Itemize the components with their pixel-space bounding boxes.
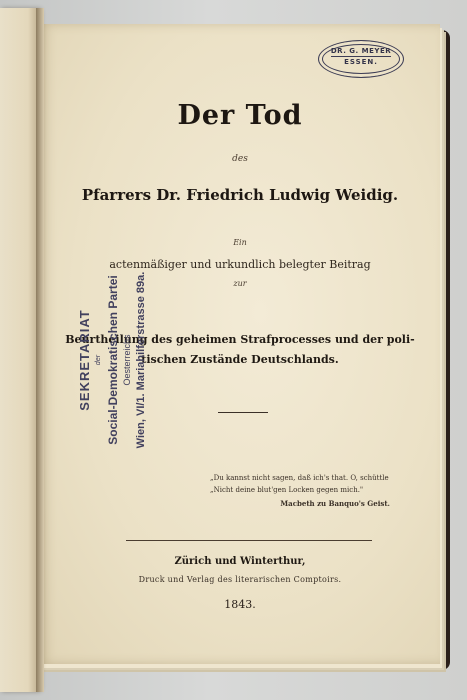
owner-stamp-city: ESSEN. bbox=[344, 58, 378, 66]
secretariat-stamp-line5: Wien, VI/1. Mariahilferstrasse 89a. bbox=[135, 271, 147, 449]
secretariat-stamp-line1: SEKRETARIAT bbox=[77, 309, 92, 411]
imprint-rule bbox=[126, 540, 372, 541]
epigraph bbox=[210, 472, 390, 510]
description-line: actenmäßiger und urkundlich belegter Beitrag bbox=[109, 258, 371, 271]
secretariat-stamp-line2: der bbox=[95, 354, 102, 366]
secretariat-stamp-line3: Social-Demokratischen Partei bbox=[106, 275, 120, 445]
owner-stamp-name: DR. G. MEYER bbox=[330, 47, 392, 55]
epigraph-line-1: „Du kannst nicht sagen, daß ich's that. O, schüttle bbox=[210, 474, 389, 482]
epigraph-attribution: Macbeth zu Banquo's Geist. bbox=[280, 499, 390, 508]
publisher-line: Druck und Verlag des literarischen Comptoirs. bbox=[138, 575, 342, 584]
book-title: Der Tod bbox=[177, 100, 303, 131]
publication-year: 1843. bbox=[224, 598, 256, 611]
owner-stamp bbox=[318, 40, 404, 78]
subject-name: Pfarrers Dr. Friedrich Ludwig Weidig. bbox=[81, 186, 399, 204]
topic-line-2: tischen Zustände Deutschlands. bbox=[141, 353, 339, 366]
owner-stamp-divider bbox=[331, 56, 391, 57]
topic-line-1: Beurtheilung des geheimen Strafprocesses und der poli- bbox=[65, 333, 415, 346]
separator-rule bbox=[218, 412, 268, 413]
ein-word: Ein bbox=[233, 238, 247, 247]
zur-word: zur bbox=[233, 279, 247, 288]
title-connector: des bbox=[232, 154, 248, 164]
secretariat-stamp-line4: Oesterreichs bbox=[122, 334, 132, 386]
publication-place: Zürich und Winterthur, bbox=[174, 556, 306, 567]
epigraph-line-2: „Nicht deine blut'gen Locken gegen mich." bbox=[210, 486, 364, 494]
left-page-edge bbox=[0, 8, 40, 692]
